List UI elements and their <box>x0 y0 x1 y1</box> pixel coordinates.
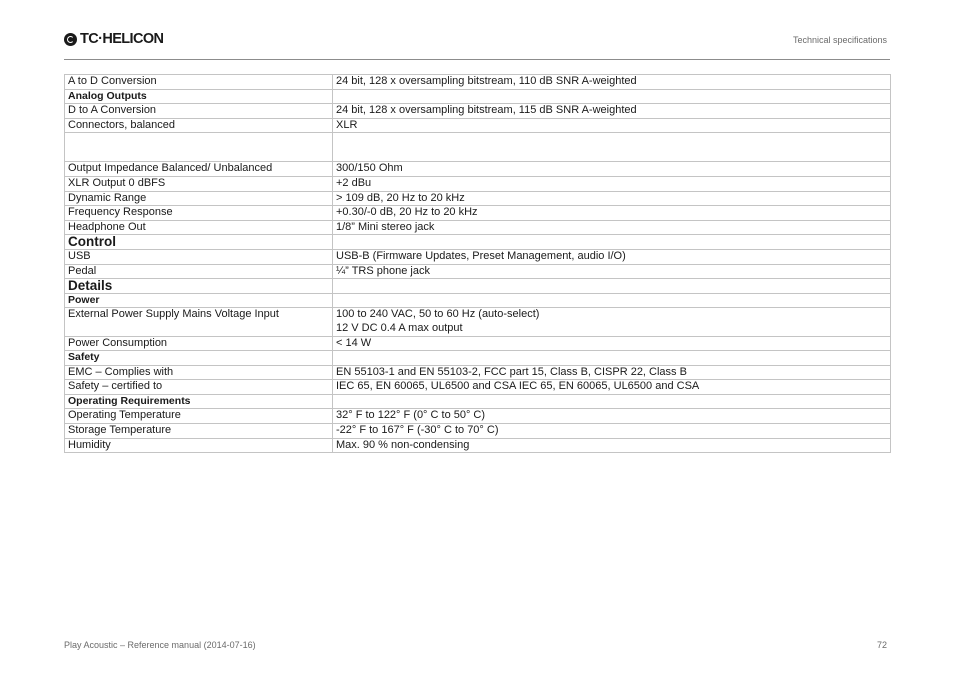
spec-label: Humidity <box>65 438 333 453</box>
subsection-row <box>65 351 891 366</box>
spec-value: XLR <box>333 118 891 133</box>
spec-value <box>333 308 891 336</box>
spec-value: IEC 65, EN 60065, UL6500 and CSA IEC 65, EN 60065, UL6500 and CSA <box>333 380 891 395</box>
subsection-heading: Power <box>65 293 333 308</box>
subsection-heading: Operating Requirements <box>65 394 333 409</box>
spec-value: 32° F to 122° F (0° C to 50° C) <box>333 409 891 424</box>
spec-value: USB-B (Firmware Updates, Preset Management, audio I/O) <box>333 249 891 264</box>
empty-cell <box>333 89 891 104</box>
section-row <box>65 235 891 250</box>
empty-cell <box>65 133 333 162</box>
spec-label: External Power Supply Mains Voltage Input <box>65 308 333 336</box>
footer-document-title: Play Acoustic – Reference manual (2014-07-16) <box>64 640 256 650</box>
spec-label: Power Consumption <box>65 336 333 351</box>
table-row <box>65 176 891 191</box>
spec-label: Frequency Response <box>65 206 333 221</box>
table-row <box>65 249 891 264</box>
spec-label: Operating Temperature <box>65 409 333 424</box>
spec-value: ¼” TRS phone jack <box>333 264 891 279</box>
spec-value: Max. 90 % non-condensing <box>333 438 891 453</box>
empty-cell <box>333 235 891 250</box>
spec-value: 300/150 Ohm <box>333 162 891 177</box>
specifications-table <box>64 74 891 453</box>
brand-logo <box>64 30 163 48</box>
table-row <box>65 438 891 453</box>
page-header <box>64 30 890 60</box>
spec-value: 24 bit, 128 x oversampling bitstream, 110 dB SNR A-weighted <box>333 75 891 90</box>
spec-value-line: 12 V DC 0.4 A max output <box>336 321 463 334</box>
table-row <box>65 264 891 279</box>
section-title: Technical specifications <box>792 35 887 45</box>
table-row <box>65 162 891 177</box>
section-heading: Control <box>65 235 333 250</box>
empty-cell <box>333 279 891 294</box>
specifications-table-body <box>65 75 891 453</box>
spec-value: 1/8” Mini stereo jack <box>333 220 891 235</box>
table-row <box>65 409 891 424</box>
spec-label: D to A Conversion <box>65 104 333 119</box>
empty-cell <box>333 394 891 409</box>
spec-value: < 14 W <box>333 336 891 351</box>
subsection-heading: Safety <box>65 351 333 366</box>
table-row <box>65 365 891 380</box>
subsection-row <box>65 394 891 409</box>
spec-value: +0.30/-0 dB, 20 Hz to 20 kHz <box>333 206 891 221</box>
subsection-row <box>65 89 891 104</box>
subsection-heading: Analog Outputs <box>65 89 333 104</box>
spec-label: Storage Temperature <box>65 424 333 439</box>
brand-name: TC·HELICON <box>80 31 164 47</box>
spec-label: EMC – Complies with <box>65 365 333 380</box>
table-row <box>65 220 891 235</box>
blank-row <box>65 133 891 162</box>
spec-label: Pedal <box>65 264 333 279</box>
spec-label: Output Impedance Balanced/ Unbalanced <box>65 162 333 177</box>
spec-label: Headphone Out <box>65 220 333 235</box>
table-row <box>65 118 891 133</box>
empty-cell <box>333 293 891 308</box>
empty-cell <box>333 133 891 162</box>
table-row <box>65 191 891 206</box>
subsection-row <box>65 293 891 308</box>
spec-label: Connectors, balanced <box>65 118 333 133</box>
spec-label: XLR Output 0 dBFS <box>65 176 333 191</box>
table-row <box>65 206 891 221</box>
page-number: 72 <box>876 640 887 650</box>
table-row <box>65 424 891 439</box>
tc-helicon-logo-icon <box>64 33 77 46</box>
spec-label: Dynamic Range <box>65 191 333 206</box>
spec-value: > 109 dB, 20 Hz to 20 kHz <box>333 191 891 206</box>
empty-cell <box>333 351 891 366</box>
spec-label: A to D Conversion <box>65 75 333 90</box>
table-row <box>65 336 891 351</box>
spec-label: Safety – certified to <box>65 380 333 395</box>
spec-value: 24 bit, 128 x oversampling bitstream, 115 dB SNR A-weighted <box>333 104 891 119</box>
spec-value: +2 dBu <box>333 176 891 191</box>
spec-value: -22° F to 167° F (-30° C to 70° C) <box>333 424 891 439</box>
table-row <box>65 75 891 90</box>
table-row <box>65 104 891 119</box>
table-row <box>65 308 891 336</box>
spec-value: EN 55103-1 and EN 55103-2, FCC part 15, Class B, CISPR 22, Class B <box>333 365 891 380</box>
section-row <box>65 279 891 294</box>
section-heading: Details <box>65 279 333 294</box>
spec-value-line: 100 to 240 VAC, 50 to 60 Hz (auto-select) <box>336 308 540 321</box>
spec-label: USB <box>65 249 333 264</box>
table-row <box>65 380 891 395</box>
